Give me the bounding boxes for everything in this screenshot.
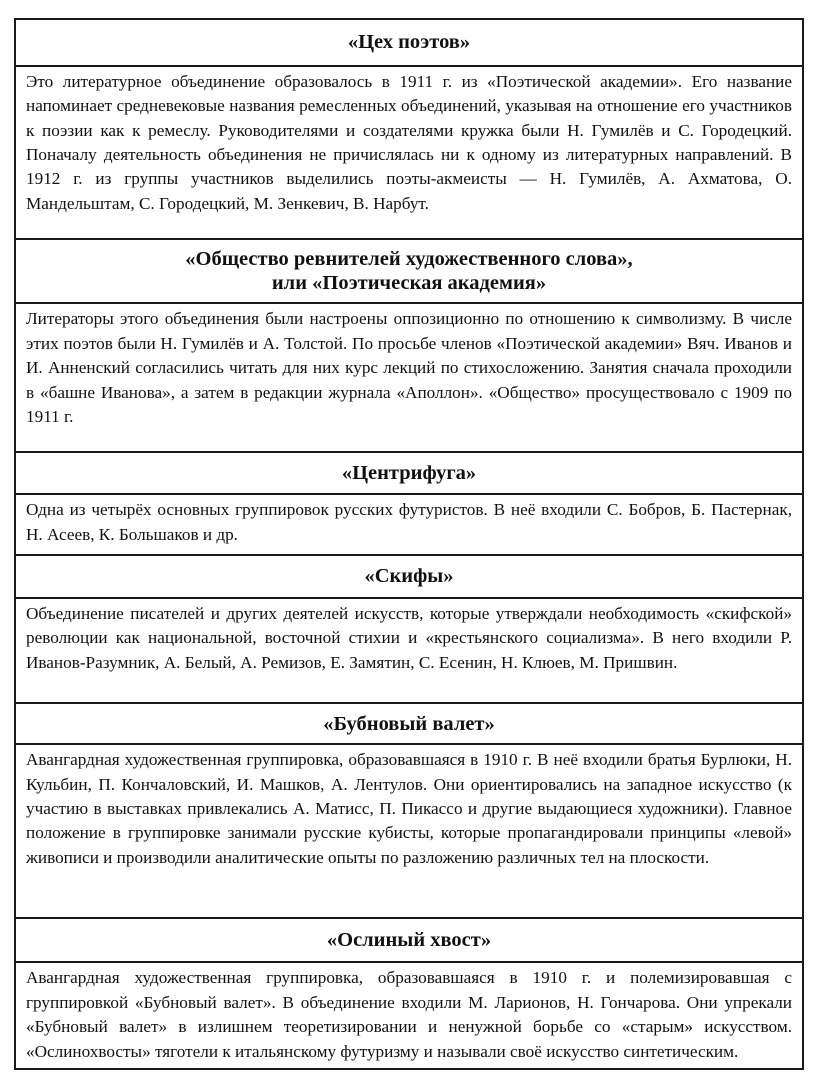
section-title-poeticheskaya-akademiya	[16, 238, 802, 302]
section-text-bubnovy-valet	[16, 743, 802, 916]
section-text-poeticheskaya-akademiya	[16, 302, 802, 450]
section-title-text: «Цех поэтов»	[347, 31, 471, 54]
section-title-line-2: или «Поэтическая академия»	[271, 272, 547, 295]
section-paragraph: Объединение писателей и других деятелей искусств, которые утверждали необходимость «скифской» революции как национальной, восточной стихии и «крестьянского социализма». В него входили Р. Иванов-Разумник, А. Белый, А. Ремизов, Е. Замятин, С. Есенин, Н. Клюев, М. Пришвин.	[26, 603, 792, 672]
section-paragraph: Авангардная художественная группировка, образовавшаяся в 1910 г. и полемизировавшая с группировкой «Бубновый валет». В объединение входили М. Ларионов, Н. Гончарова. Они упрекали «Бубновый валет» в излишнем теоретизировании и ненужной борьбе со «старым» искусством. «Ослинохвосты» тяготели к итальянскому футуризму и называли своё искусство синтетическим.	[26, 968, 792, 1061]
section-title-tsentrifuga	[16, 451, 802, 494]
section-paragraph: Литераторы этого объединения были настроены оппозиционно по отношению к символизму. В числе этих поэтов были Н. Гумилёв и А. Толстой. По просьбе членов «Поэтической академии» Вяч. Иванов и И. Анненский согласились читать для них курс лекций по стихосложению. Занятия сначала проходили в «башне Иванова», а затем в редакции журнала «Аполлон». «Общество» просуществовало с 1909 по 1911 г.	[26, 309, 792, 427]
section-title-text: «Скифы»	[364, 565, 454, 588]
section-title-text: «Бубновый валет»	[323, 712, 495, 735]
section-title-line-1: «Общество ревнителей художественного слова»,	[185, 248, 633, 271]
section-paragraph: Это литературное объединение образовалось в 1911 г. из «Поэтической академии». Его название напоминает средневековые названия ремесленных объединений, указывая на отношение его участников к поэзии как к ремеслу. Руководителями и создателями кружка были Н. Гумилёв и С. Городецкий. Поначалу деятельность объединения не причислялась ни к одному из литературных направлений. В 1912 г. из группы участников выделились поэты-акмеисты — Н. Гумилёв, А. Ахматова, О. Мандельштам, С. Городецкий, М. Зенкевич, В. Нарбут.	[26, 71, 792, 213]
section-title-text: «Ослиный хвост»	[326, 928, 492, 951]
section-text-skify	[16, 597, 802, 702]
section-title-tsekh-poetov	[16, 20, 802, 65]
section-title-text: «Центрифуга»	[341, 462, 477, 485]
section-text-tsekh-poetov	[16, 65, 802, 238]
section-paragraph: Авангардная художественная группировка, образовавшаяся в 1910 г. В неё входили братья Бурлюки, Н. Кульбин, П. Кончаловский, И. Машков, А. Лентулов. Они ориентировались на западное искусство (к участию в выставках привлекались А. Матисс, П. Пикассо и другие выдающиеся художники). Главное положение в группировке занимали русские кубисты, которые пропагандировали принципы «левой» живописи и производили аналитические опыты по разложению различных тел на плоскости.	[26, 750, 792, 867]
section-title-oslinyy-khvost	[16, 917, 802, 962]
section-title-skify	[16, 554, 802, 597]
section-paragraph: Одна из четырёх основных группировок русских футуристов. В неё входили С. Бобров, Б. Пастернак, Н. Асеев, К. Большаков и др.	[26, 500, 792, 544]
section-title-bubnovy-valet	[16, 702, 802, 743]
association-table	[14, 18, 804, 1070]
section-text-oslinyy-khvost	[16, 961, 802, 1068]
section-text-tsentrifuga	[16, 493, 802, 554]
